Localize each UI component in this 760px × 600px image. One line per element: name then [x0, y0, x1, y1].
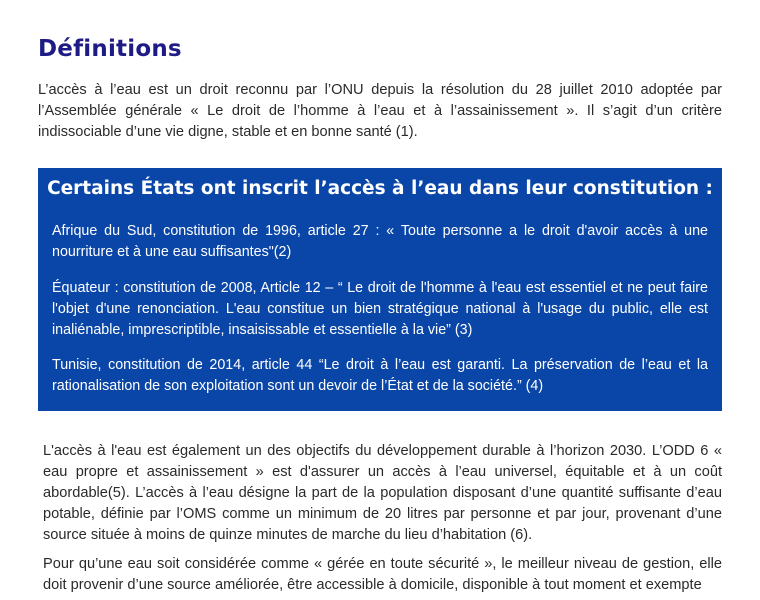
callout-title: Certains États ont inscrit l’accès à l’eau dans leur constitution : — [47, 178, 713, 199]
page-title: Définitions — [38, 36, 182, 62]
constitution-callout-box — [38, 168, 722, 411]
intro-paragraph: L’accès à l’eau est un droit reconnu par l’ONU depuis la résolution du 28 juillet 2010 adoptée par l’Assemblée générale « Le droit de l’homme à l’eau et à l’assainissement ». Il s’agit d’un critère indissociable d’une vie digne, stable et en bonne santé (1). — [38, 82, 722, 140]
callout-item-equateur: Équateur : constitution de 2008, Article 12 – “ Le droit de l'homme à l'eau est essentiel et ne peut faire l'objet d'une renonciation. L'eau constitue un bien stratégique national à l'usage du public, elle est inaliénable, imprescriptible, insaisissable et essentielle à la vie” (3) — [52, 280, 708, 338]
odd6-paragraph: L'accès à l'eau est également un des objectifs du développement durable à l’horizon 2030. L’ODD 6 « eau propre et assainissement » est d'assurer un accès à l’eau universel, équitable et à un coût abordable(5). L’accès à l’eau désigne la part de la population disposant d’une quantité suffisante d’eau potable, définie par l’OMS comme un minimum de 20 litres par personne et par jour, provenant d’une source située à moins de quinze minutes de marche du lieu d’habitation (6). — [43, 443, 722, 543]
safe-water-paragraph: Pour qu’une eau soit considérée comme « gérée en toute sécurité », le meilleur niveau de gestion, elle doit provenir d’une source améliorée, être accessible à domicile, disponible à tout moment et exempte — [43, 556, 722, 593]
callout-item-afrique-du-sud: Afrique du Sud, constitution de 1996, article 27 : « Toute personne a le droit d'avoir accès à une nourriture et à une eau suffisantes"(2) — [52, 223, 708, 260]
callout-item-tunisie: Tunisie, constitution de 2014, article 44 “Le droit à l’eau est garanti. La préservation de l’eau et la rationalisation de son exploitation sont un devoir de l’État et de la société.” (4) — [52, 357, 708, 394]
